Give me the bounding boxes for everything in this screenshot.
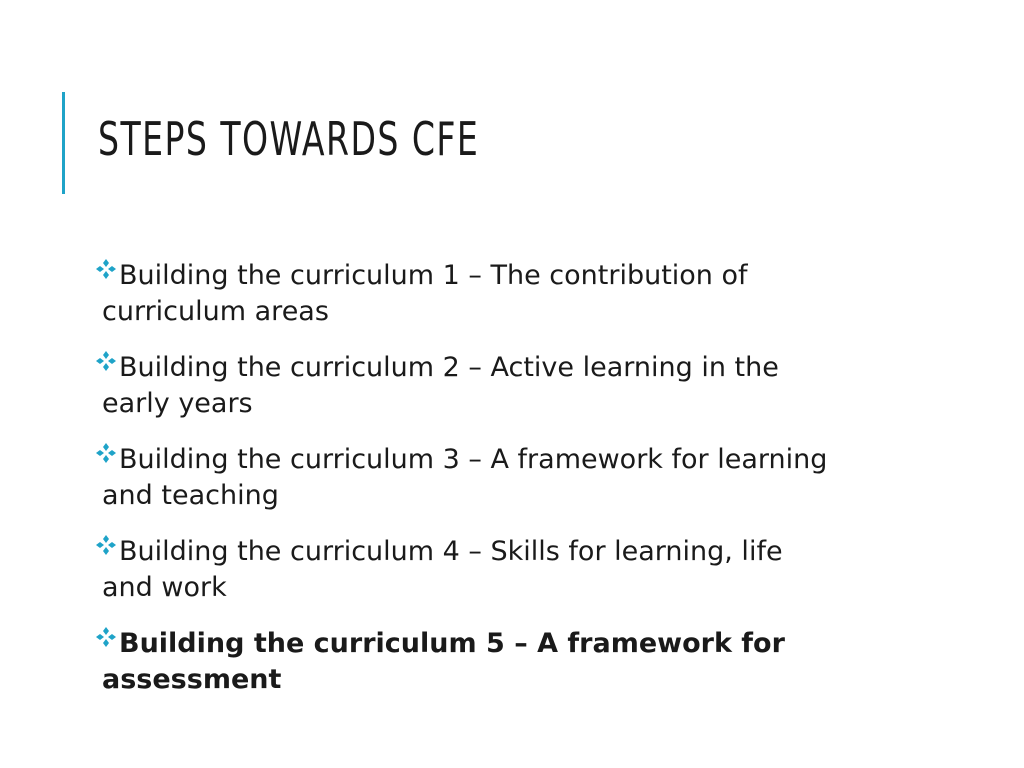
bullet-text-line2: curriculum areas (102, 296, 329, 327)
bullet-text-line2: early years (102, 388, 253, 419)
diamond-bullet-icon (95, 442, 117, 464)
diamond-bullet-icon (95, 258, 117, 280)
bullet-text-line1: Building the curriculum 1 – The contribution of (119, 260, 748, 291)
bullet-text-line1: Building the curriculum 2 – Active learning in the (119, 352, 779, 383)
bullet-item-5 (95, 626, 925, 698)
diamond-bullet-icon (95, 350, 117, 372)
bullet-item-3 (95, 442, 925, 514)
bullet-text-line1: Building the curriculum 3 – A framework for learning (119, 444, 828, 475)
title-accent-bar (62, 92, 65, 194)
bullet-item-4 (95, 534, 925, 606)
diamond-bullet-icon (95, 534, 117, 556)
bullet-text-line1: Building the curriculum 5 – A framework for (119, 628, 785, 659)
bullet-text-line2: and teaching (102, 480, 279, 511)
bullet-item-1 (95, 258, 925, 330)
bullet-list (95, 258, 925, 718)
bullet-text-line2: assessment (102, 664, 282, 695)
bullet-text-line1: Building the curriculum 4 – Skills for learning, life (119, 536, 783, 567)
bullet-item-2 (95, 350, 925, 422)
diamond-bullet-icon (95, 626, 117, 648)
slide-title: STEPS TOWARDS CFE (98, 112, 480, 166)
bullet-text-line2: and work (102, 572, 227, 603)
